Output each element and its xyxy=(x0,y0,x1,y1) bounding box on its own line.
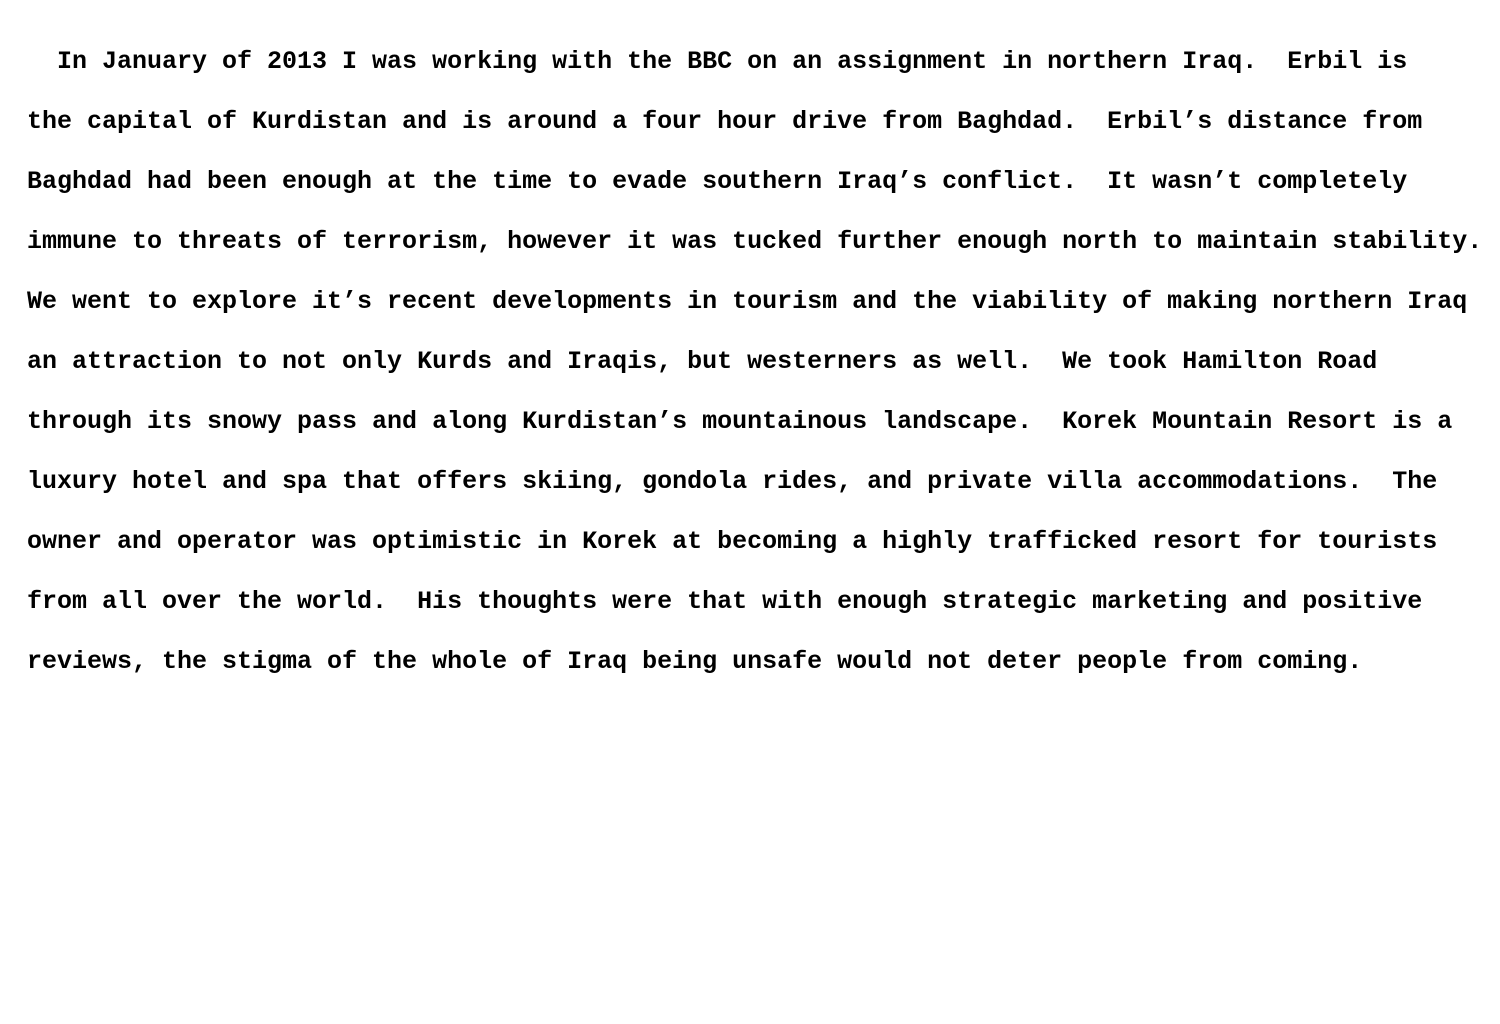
paragraph-line-10: from all over the world. His thoughts were that with enough strategic marketing and positive xyxy=(27,587,1423,616)
paragraph-line-1: In January of 2013 I was working with the BBC on an assignment in northern Iraq. Erbil is xyxy=(27,47,1408,76)
paragraph-line-5: We went to explore it’s recent developments in tourism and the viability of making northern Iraq xyxy=(27,287,1468,316)
paragraph-line-9: owner and operator was optimistic in Korek at becoming a highly trafficked resort for tourists xyxy=(27,527,1438,556)
paragraph-line-11: reviews, the stigma of the whole of Iraq being unsafe would not deter people from coming. xyxy=(27,647,1363,676)
paragraph-line-4: immune to threats of terrorism, however it was tucked further enough north to maintain stability. xyxy=(27,227,1483,256)
paragraph-line-3: Baghdad had been enough at the time to evade southern Iraq’s conflict. It wasn’t completely xyxy=(27,167,1408,196)
paragraph-line-7: through its snowy pass and along Kurdistan’s mountainous landscape. Korek Mountain Resort is a xyxy=(27,407,1453,436)
paragraph-line-8: luxury hotel and spa that offers skiing, gondola rides, and private villa accommodations. The xyxy=(27,467,1438,496)
paragraph-line-6: an attraction to not only Kurds and Iraqis, but westerners as well. We took Hamilton Road xyxy=(27,347,1378,376)
paragraph-line-2: the capital of Kurdistan and is around a four hour drive from Baghdad. Erbil’s distance from xyxy=(27,107,1423,136)
